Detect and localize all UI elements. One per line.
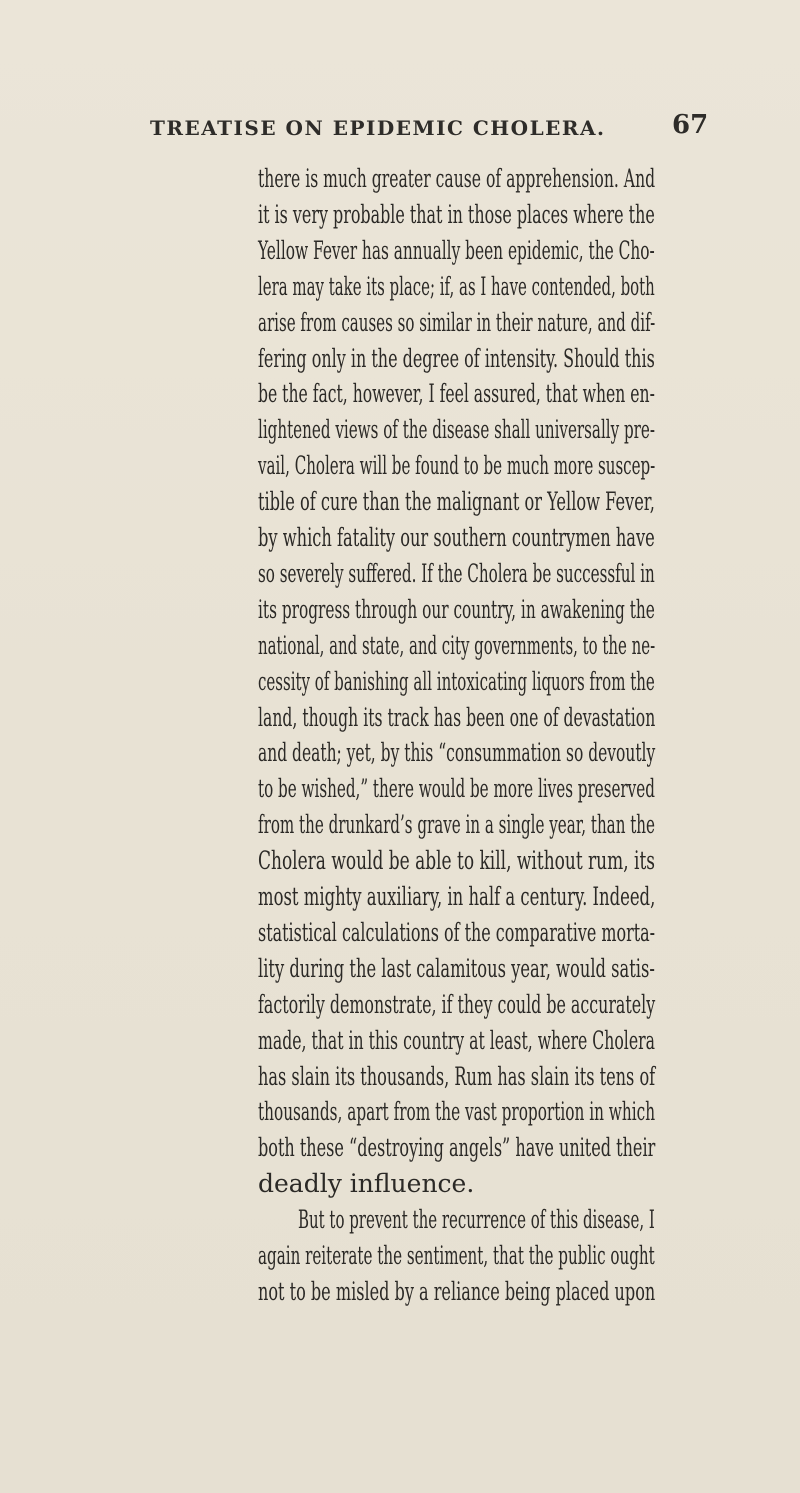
text-line: lightened views of the disease shall universally pre- xyxy=(258,415,655,445)
text-line: cessity of banishing all intoxicating liquors from the xyxy=(258,666,655,696)
text-line: lera may take its place; if, as I have contended, both xyxy=(258,271,655,301)
text-line: Cholera would be able to kill, without rum, its xyxy=(258,846,656,876)
text-line: arise from causes so similar in their nature, and dif- xyxy=(258,307,656,337)
text-line: made, that in this country at least, where Cholera xyxy=(258,1025,655,1055)
text-line: it is very probable that in those places where the xyxy=(258,199,655,229)
text-line: most mighty auxiliary, in half a century. Indeed, xyxy=(258,882,656,911)
text-line: lity during the last calamitous year, would satis- xyxy=(258,953,655,983)
text-line: to be wished,” there would be more lives preserved xyxy=(258,774,655,804)
text-line: by which fatality our southern countrymen have xyxy=(258,523,655,552)
text-line: land, though its track has been one of devastation xyxy=(258,702,656,732)
text-line: so severely suffered. If the Cholera be successful in xyxy=(258,558,655,588)
text-line: its progress through our country, in awakening the xyxy=(258,594,655,624)
text-line: thousands, apart from the vast proportion in which xyxy=(258,1097,656,1127)
text-line: deadly influence. xyxy=(258,1169,475,1199)
running-head: TREATISE ON EPIDEMIC CHOLERA. xyxy=(150,116,606,140)
text-line: factorily demonstrate, if they could be accurately xyxy=(258,989,656,1019)
text-line: not to be misled by a reliance being placed upon xyxy=(258,1276,656,1306)
page-number: 67 xyxy=(672,110,709,140)
text-line: vail, Cholera will be found to be much more suscep- xyxy=(258,451,656,481)
text-line: again reiterate the sentiment, that the public ought xyxy=(258,1241,655,1270)
text-line: there is much greater cause of apprehension. And xyxy=(258,164,656,193)
text-line: and death; yet, by this “consummation so devoutly xyxy=(258,738,656,768)
text-line: has slain its thousands, Rum has slain its tens of xyxy=(258,1061,656,1091)
text-line: from the drunkard’s grave in a single year, than the xyxy=(258,810,655,840)
text-line: both these “destroying angels” have united their xyxy=(258,1133,656,1163)
text-line: be the fact, however, I feel assured, that when en- xyxy=(258,379,655,409)
text-line: Yellow Fever has annually been epidemic, the Cho- xyxy=(258,235,655,265)
text-line: national, and state, and city governments, to the ne- xyxy=(258,630,656,660)
text-line: fering only in the degree of intensity. Should this xyxy=(258,343,655,373)
text-line: But to prevent the recurrence of this disease, I xyxy=(298,1205,655,1235)
text-line: tible of cure than the malignant or Yellow Fever, xyxy=(258,487,655,517)
text-line: statistical calculations of the comparative morta- xyxy=(258,917,656,947)
